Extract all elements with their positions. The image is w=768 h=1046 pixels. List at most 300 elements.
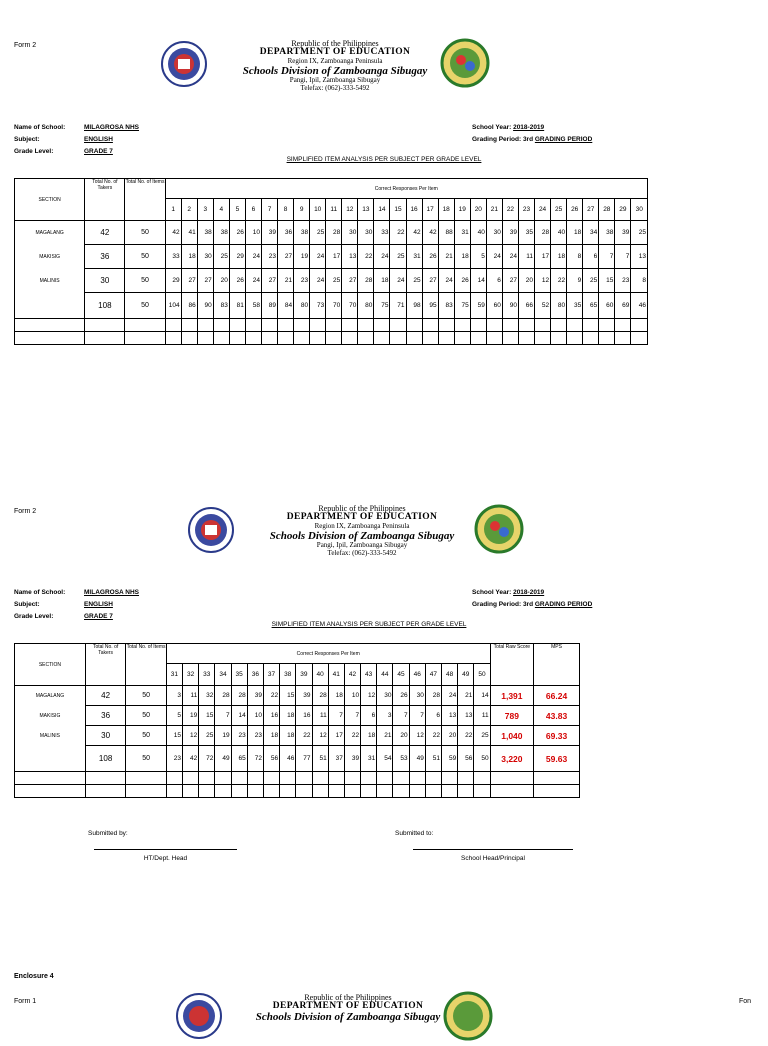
table-row	[15, 706, 580, 726]
correct-count: 3	[166, 686, 182, 706]
empty-cell	[377, 785, 393, 798]
empty-cell	[229, 319, 245, 332]
header-section: SECTION	[15, 179, 85, 221]
header-takers: Total No. of Takers	[85, 644, 125, 686]
total-raw-score: 789	[490, 706, 534, 726]
correct-count: 25	[213, 245, 229, 269]
correct-count: 42	[406, 221, 422, 245]
empty-cell	[312, 785, 328, 798]
section-name: MAKISIG	[15, 706, 86, 726]
items-count: 50	[126, 686, 166, 706]
takers-count: 30	[85, 726, 125, 746]
correct-count: 90	[197, 293, 213, 319]
correct-count: 7	[328, 706, 344, 726]
correct-count: 56	[263, 746, 279, 772]
total-row	[15, 293, 648, 319]
correct-count: 69	[615, 293, 631, 319]
empty-cell	[551, 332, 567, 345]
deped-seal-icon	[160, 40, 208, 88]
empty-cell	[458, 785, 474, 798]
correct-count: 30	[486, 221, 502, 245]
empty-cell	[393, 785, 409, 798]
empty-cell	[422, 332, 438, 345]
correct-count: 83	[438, 293, 454, 319]
item-number: 22	[502, 199, 518, 221]
empty-cell	[438, 332, 454, 345]
item-number: 44	[377, 664, 393, 686]
correct-count: 24	[245, 245, 261, 269]
correct-count: 83	[213, 293, 229, 319]
school-year-info-1: School Year: 2018-2019 Grading Period: 3rd GRADING PERIOD	[472, 124, 593, 143]
empty-cell	[474, 772, 490, 785]
correct-count: 22	[425, 726, 441, 746]
school-year-info-2: School Year: 2018-2019 Grading Period: 3rd GRADING PERIOD	[472, 589, 593, 608]
empty-cell	[199, 785, 215, 798]
correct-count: 35	[518, 221, 534, 245]
empty-cell	[280, 772, 296, 785]
table-row	[15, 726, 580, 746]
empty-cell	[342, 332, 358, 345]
correct-count: 75	[454, 293, 470, 319]
blank-row	[15, 785, 580, 798]
correct-count: 80	[551, 293, 567, 319]
division-seal-3	[443, 991, 493, 1046]
correct-count: 5	[470, 245, 486, 269]
correct-count: 27	[197, 269, 213, 293]
empty-cell	[126, 785, 166, 798]
correct-count: 12	[535, 269, 551, 293]
correct-count: 29	[229, 245, 245, 269]
correct-count: 7	[615, 245, 631, 269]
empty-cell	[502, 319, 518, 332]
section-name: MAGALANG	[15, 686, 86, 706]
correct-count: 12	[183, 726, 199, 746]
section-name	[15, 746, 86, 772]
items-count: 50	[125, 293, 165, 319]
table-row	[15, 686, 580, 706]
correct-count: 28	[358, 269, 374, 293]
empty-cell	[326, 319, 342, 332]
letterhead-1	[215, 40, 455, 92]
correct-count: 26	[229, 269, 245, 293]
empty-cell	[215, 772, 231, 785]
correct-count: 77	[296, 746, 312, 772]
takers-count: 42	[85, 686, 125, 706]
item-number: 34	[215, 664, 231, 686]
correct-count: 21	[458, 686, 474, 706]
takers-count: 30	[85, 269, 125, 293]
correct-count: 29	[165, 269, 181, 293]
empty-cell	[263, 772, 279, 785]
letterhead-region: Region IX, Zamboanga Peninsula	[287, 57, 383, 66]
empty-cell	[374, 319, 390, 332]
correct-count: 28	[535, 221, 551, 245]
correct-count: 25	[583, 269, 599, 293]
correct-count: 39	[615, 221, 631, 245]
correct-count: 21	[278, 269, 294, 293]
empty-cell	[328, 772, 344, 785]
empty-cell	[358, 319, 374, 332]
signature-line-2	[413, 849, 573, 850]
correct-count: 17	[328, 726, 344, 746]
header-items: Total No. of Items	[126, 644, 166, 686]
correct-count: 70	[342, 293, 358, 319]
correct-count: 27	[342, 269, 358, 293]
item-number: 17	[422, 199, 438, 221]
correct-count: 8	[631, 269, 648, 293]
correct-count: 25	[199, 726, 215, 746]
empty-cell	[183, 772, 199, 785]
item-number: 36	[247, 664, 263, 686]
correct-count: 27	[181, 269, 197, 293]
correct-count: 60	[599, 293, 615, 319]
empty-cell	[454, 319, 470, 332]
correct-count: 19	[183, 706, 199, 726]
correct-count: 72	[199, 746, 215, 772]
item-number: 20	[470, 199, 486, 221]
takers-count: 42	[85, 221, 125, 245]
item-number: 47	[425, 664, 441, 686]
item-number: 15	[390, 199, 406, 221]
empty-cell	[165, 332, 181, 345]
empty-cell	[326, 332, 342, 345]
correct-count: 27	[422, 269, 438, 293]
correct-count: 23	[247, 726, 263, 746]
school-name: MILAGROSA NHS	[84, 124, 140, 131]
correct-count: 73	[310, 293, 326, 319]
correct-count: 18	[263, 726, 279, 746]
section-name: MAGALANG	[15, 221, 85, 245]
section-name: MALINIS	[15, 269, 85, 293]
empty-cell	[231, 772, 247, 785]
correct-count: 27	[278, 245, 294, 269]
item-number: 14	[374, 199, 390, 221]
correct-count: 38	[294, 221, 310, 245]
correct-count: 42	[422, 221, 438, 245]
correct-count: 13	[458, 706, 474, 726]
empty-cell	[358, 332, 374, 345]
correct-count: 34	[583, 221, 599, 245]
empty-cell	[615, 332, 631, 345]
correct-count: 42	[165, 221, 181, 245]
empty-cell	[458, 772, 474, 785]
correct-count: 39	[247, 686, 263, 706]
correct-count: 11	[474, 706, 490, 726]
correct-count: 49	[215, 746, 231, 772]
correct-count: 11	[183, 686, 199, 706]
empty-cell	[310, 332, 326, 345]
empty-cell	[377, 772, 393, 785]
empty-cell	[490, 772, 534, 785]
item-number: 43	[361, 664, 377, 686]
empty-cell	[229, 332, 245, 345]
table-row	[15, 221, 648, 245]
header-total-raw-score: Total Raw Score	[490, 644, 534, 686]
total-raw-score: 3,220	[490, 746, 534, 772]
empty-cell	[583, 319, 599, 332]
correct-count: 28	[425, 686, 441, 706]
correct-count: 14	[474, 686, 490, 706]
empty-cell	[631, 319, 648, 332]
empty-cell	[165, 319, 181, 332]
correct-count: 27	[502, 269, 518, 293]
correct-count: 39	[296, 686, 312, 706]
item-number: 7	[261, 199, 277, 221]
empty-cell	[278, 332, 294, 345]
correct-count: 46	[631, 293, 648, 319]
item-number: 38	[280, 664, 296, 686]
correct-count: 22	[263, 686, 279, 706]
correct-count: 35	[567, 293, 583, 319]
correct-count: 60	[486, 293, 502, 319]
correct-count: 10	[247, 706, 263, 726]
empty-cell	[599, 332, 615, 345]
division-seal-icon	[474, 504, 524, 554]
division-seal-2	[474, 504, 524, 559]
takers-count: 108	[85, 746, 125, 772]
empty-cell	[470, 332, 486, 345]
empty-cell	[215, 785, 231, 798]
correct-count: 59	[442, 746, 458, 772]
correct-count: 25	[326, 269, 342, 293]
empty-cell	[422, 319, 438, 332]
header-correct-responses: Correct Responses Per Item	[165, 179, 647, 199]
item-number: 12	[342, 199, 358, 221]
empty-cell	[567, 319, 583, 332]
correct-count: 24	[438, 269, 454, 293]
empty-cell	[310, 319, 326, 332]
empty-cell	[166, 772, 182, 785]
mps-value: 43.83	[534, 706, 580, 726]
header-takers: Total No. of Takers	[85, 179, 125, 221]
correct-count: 50	[474, 746, 490, 772]
correct-count: 86	[181, 293, 197, 319]
items-count: 50	[126, 746, 166, 772]
correct-count: 59	[470, 293, 486, 319]
empty-cell	[328, 785, 344, 798]
empty-cell	[551, 319, 567, 332]
correct-count: 13	[631, 245, 648, 269]
empty-cell	[231, 785, 247, 798]
empty-cell	[409, 772, 425, 785]
correct-count: 12	[409, 726, 425, 746]
correct-count: 9	[567, 269, 583, 293]
item-number: 40	[312, 664, 328, 686]
correct-count: 22	[390, 221, 406, 245]
empty-cell	[213, 319, 229, 332]
empty-cell	[197, 319, 213, 332]
correct-count: 30	[409, 686, 425, 706]
item-number: 50	[474, 664, 490, 686]
item-number: 35	[231, 664, 247, 686]
letterhead-republic: Republic of the Philippines	[291, 39, 379, 48]
blank-row	[15, 319, 648, 332]
correct-count: 8	[567, 245, 583, 269]
empty-cell	[502, 332, 518, 345]
form1-title: SIMPLIFIED ITEM ANALYSIS PER SUBJECT PER GRADE LEVEL	[286, 156, 482, 163]
division-seal-icon	[440, 38, 490, 88]
correct-count: 41	[181, 221, 197, 245]
empty-cell	[409, 785, 425, 798]
correct-count: 72	[247, 746, 263, 772]
letterhead-3: Republic of the Philippines DEPARTMENT OF EDUCATION Schools Division of Zamboanga Sibugay	[255, 993, 441, 1024]
correct-count: 7	[409, 706, 425, 726]
correct-count: 18	[454, 245, 470, 269]
empty-cell	[85, 319, 125, 332]
correct-count: 20	[393, 726, 409, 746]
correct-count: 10	[344, 686, 360, 706]
correct-count: 54	[377, 746, 393, 772]
section-name: MAKISIG	[15, 245, 85, 269]
mps-value: 69.33	[534, 726, 580, 746]
item-number: 49	[458, 664, 474, 686]
item-number: 19	[454, 199, 470, 221]
correct-count: 24	[310, 245, 326, 269]
empty-cell	[213, 332, 229, 345]
form2-title: SIMPLIFIED ITEM ANALYSIS PER SUBJECT PER GRADE LEVEL	[271, 621, 467, 628]
correct-count: 89	[261, 293, 277, 319]
item-number: 6	[245, 199, 261, 221]
empty-cell	[125, 332, 165, 345]
table-row	[15, 245, 648, 269]
correct-count: 80	[294, 293, 310, 319]
empty-cell	[15, 772, 86, 785]
item-number: 37	[263, 664, 279, 686]
school-year: 2018-2019	[513, 124, 545, 131]
empty-cell	[535, 319, 551, 332]
correct-count: 13	[342, 245, 358, 269]
letterhead-division: Schools Division of Zamboanga Sibugay	[242, 64, 428, 77]
empty-cell	[247, 785, 263, 798]
correct-count: 71	[390, 293, 406, 319]
correct-count: 23	[294, 269, 310, 293]
empty-cell	[390, 332, 406, 345]
correct-count: 28	[326, 221, 342, 245]
deped-seal-icon	[187, 506, 235, 554]
empty-cell	[518, 332, 534, 345]
item-number: 42	[344, 664, 360, 686]
correct-count: 30	[342, 221, 358, 245]
item-number: 25	[551, 199, 567, 221]
item-number: 1	[165, 199, 181, 221]
item-number: 2	[181, 199, 197, 221]
correct-count: 36	[278, 221, 294, 245]
empty-cell	[296, 785, 312, 798]
total-raw-score: 1,040	[490, 726, 534, 746]
item-analysis-table-1	[14, 178, 648, 345]
item-number: 28	[599, 199, 615, 221]
correct-count: 18	[280, 726, 296, 746]
empty-cell	[454, 332, 470, 345]
correct-count: 24	[310, 269, 326, 293]
items-count: 50	[125, 269, 165, 293]
empty-cell	[615, 319, 631, 332]
correct-count: 19	[294, 245, 310, 269]
division-seal-1	[440, 38, 490, 93]
correct-count: 18	[280, 706, 296, 726]
takers-count: 36	[85, 245, 125, 269]
correct-count: 26	[454, 269, 470, 293]
signature-line-1	[94, 849, 237, 850]
division-seal-icon	[443, 991, 493, 1041]
item-number: 33	[199, 664, 215, 686]
correct-count: 18	[181, 245, 197, 269]
correct-count: 18	[567, 221, 583, 245]
header-section: SECTION	[15, 644, 86, 686]
correct-count: 3	[377, 706, 393, 726]
correct-count: 21	[438, 245, 454, 269]
empty-cell	[470, 319, 486, 332]
correct-count: 12	[312, 726, 328, 746]
empty-cell	[125, 319, 165, 332]
correct-count: 39	[344, 746, 360, 772]
correct-count: 18	[374, 269, 390, 293]
correct-count: 20	[213, 269, 229, 293]
empty-cell	[599, 319, 615, 332]
correct-count: 19	[215, 726, 231, 746]
correct-count: 22	[344, 726, 360, 746]
correct-count: 6	[583, 245, 599, 269]
empty-cell	[15, 785, 86, 798]
correct-count: 22	[551, 269, 567, 293]
empty-cell	[535, 332, 551, 345]
correct-count: 26	[393, 686, 409, 706]
empty-cell	[245, 319, 261, 332]
empty-cell	[344, 785, 360, 798]
correct-count: 40	[470, 221, 486, 245]
enclosure-label: Enclosure 4	[14, 973, 54, 980]
correct-count: 38	[599, 221, 615, 245]
empty-cell	[438, 319, 454, 332]
empty-cell	[278, 319, 294, 332]
empty-cell	[312, 772, 328, 785]
correct-count: 23	[166, 746, 182, 772]
empty-cell	[342, 319, 358, 332]
correct-count: 23	[615, 269, 631, 293]
blank-row	[15, 772, 580, 785]
item-number: 30	[631, 199, 648, 221]
header-items: Total No. of Items	[125, 179, 165, 221]
correct-count: 88	[438, 221, 454, 245]
item-number: 21	[486, 199, 502, 221]
correct-count: 15	[280, 686, 296, 706]
empty-cell	[534, 785, 580, 798]
items-count: 50	[125, 245, 165, 269]
correct-count: 7	[344, 706, 360, 726]
letterhead-2: Republic of the Philippines DEPARTMENT OF EDUCATION Region IX, Zamboanga Peninsula Schools Division of Zamboanga Sibugay Pangi, Ipil, Zamboanga Sibugay Telefax: (062)-333-5492	[269, 504, 455, 557]
empty-cell	[166, 785, 182, 798]
empty-cell	[294, 332, 310, 345]
submitted-by-label: Submitted by:	[88, 830, 128, 837]
correct-count: 7	[393, 706, 409, 726]
correct-count: 65	[231, 746, 247, 772]
correct-count: 52	[535, 293, 551, 319]
item-number: 31	[166, 664, 182, 686]
correct-count: 15	[166, 726, 182, 746]
correct-count: 24	[486, 245, 502, 269]
item-number: 39	[296, 664, 312, 686]
empty-cell	[15, 332, 85, 345]
empty-cell	[199, 772, 215, 785]
deped-seal-3	[175, 992, 223, 1045]
school-info-2: Name of School: MILAGROSA NHS Subject: ENGLISH Grade Level: GRADE 7	[14, 589, 140, 620]
correct-count: 7	[215, 706, 231, 726]
empty-cell	[85, 332, 125, 345]
total-row	[15, 746, 580, 772]
item-number: 4	[213, 199, 229, 221]
correct-count: 22	[358, 245, 374, 269]
empty-cell	[442, 772, 458, 785]
